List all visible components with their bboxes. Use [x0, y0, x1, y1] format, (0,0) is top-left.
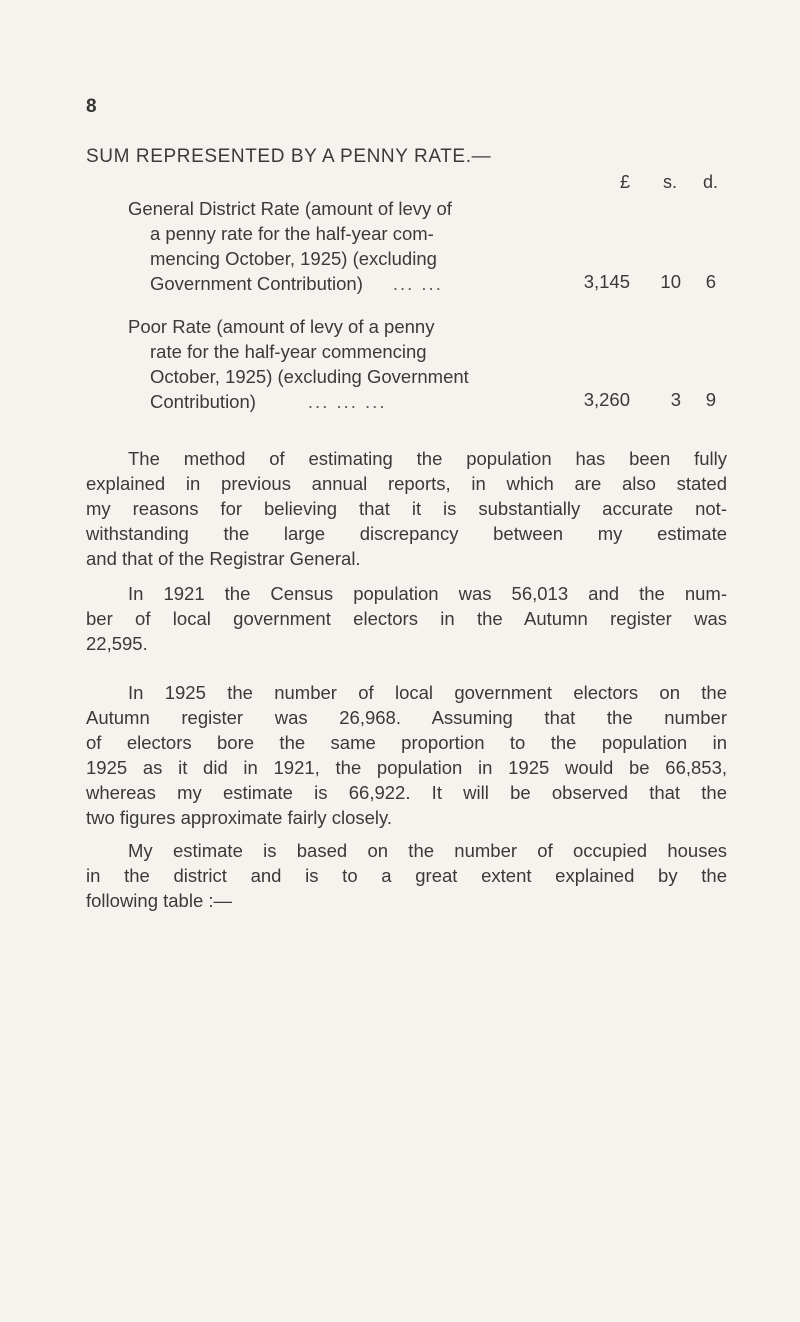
entry-line: General District Rate (amount of levy of	[128, 198, 452, 219]
entry-shillings: 3	[670, 389, 681, 410]
rate-entry-poor-rate	[128, 314, 546, 414]
pounds-column-header: £	[620, 172, 631, 192]
entry-pence: 9	[705, 389, 716, 410]
paragraph-line: Autumn register was 26,968. Assuming that the number	[86, 707, 727, 728]
paragraph-line: ber of local government electors in the Autumn register was	[86, 608, 727, 629]
entry-line-text: Contribution)	[150, 391, 256, 412]
page-number: 8	[86, 96, 97, 117]
paragraph-line: my reasons for believing that it is substantially accurate not-	[86, 498, 727, 519]
entry-line-final	[128, 271, 546, 296]
paragraph-line: following table :—	[86, 890, 233, 911]
paragraph-line: In 1921 the Census population was 56,013 and the num-	[128, 583, 727, 604]
paragraph-occupied-houses	[86, 838, 727, 913]
entry-line: October, 1925) (excluding Government	[150, 366, 469, 387]
rate-entry-general-district	[128, 196, 546, 296]
paragraph-line: two figures approximate fairly closely.	[86, 807, 393, 828]
entry-line-text: Government Contribution)	[150, 273, 363, 294]
entry-line: Poor Rate (amount of levy of a penny	[128, 316, 435, 337]
paragraph-line: explained in previous annual reports, in which are also stated	[86, 473, 727, 494]
entry-pounds: 3,260	[583, 389, 630, 410]
shillings-column-header: s.	[663, 172, 678, 192]
paragraph-estimation-method	[86, 446, 727, 571]
paragraph-line: My estimate is based on the number of occupied houses	[128, 840, 727, 861]
paragraph-line: In 1925 the number of local government electors on the	[128, 682, 727, 703]
paragraph-line: of electors bore the same proportion to the population in	[86, 732, 727, 753]
paragraph-line: whereas my estimate is 66,922. It will be observed that the	[86, 782, 727, 803]
entry-line: rate for the half-year commencing	[150, 341, 427, 362]
paragraph-line: The method of estimating the population has been fully	[128, 448, 727, 469]
paragraph-line: 1925 as it did in 1921, the population in 1925 would be 66,853,	[86, 757, 727, 778]
paragraph-line: withstanding the large discrepancy between my estimate	[86, 523, 727, 544]
pence-column-header: d.	[703, 172, 719, 192]
paragraph-electors-1925	[86, 680, 727, 830]
paragraph-census-1921	[86, 581, 727, 656]
section-heading: SUM REPRESENTED BY A PENNY RATE.—	[86, 146, 492, 167]
entry-line-final	[128, 389, 546, 414]
leader-dots: ... ... ...	[307, 391, 387, 412]
paragraph-line: and that of the Registrar General.	[86, 548, 361, 569]
leader-dots: ... ...	[392, 273, 443, 294]
entry-line: mencing October, 1925) (excluding	[150, 248, 437, 269]
entry-pounds: 3,145	[583, 271, 630, 292]
entry-pence: 6	[705, 271, 716, 292]
paragraph-line: in the district and is to a great extent explained by the	[86, 865, 727, 886]
entry-shillings: 10	[660, 271, 681, 292]
paragraph-line: 22,595.	[86, 633, 148, 654]
entry-line: a penny rate for the half-year com-	[150, 223, 434, 244]
